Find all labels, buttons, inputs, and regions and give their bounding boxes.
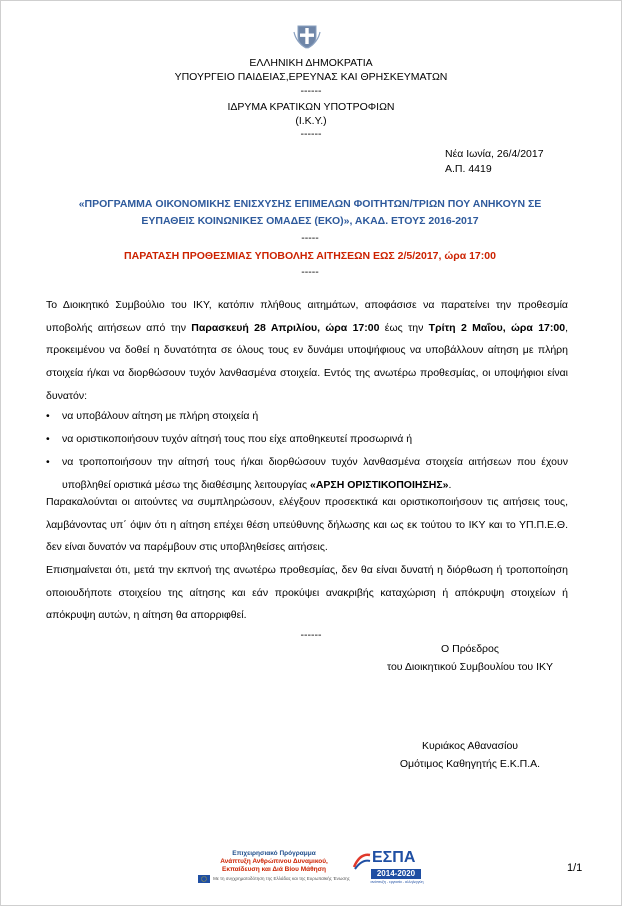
paragraph-warning: Επισημαίνεται ότι, μετά την εκπνοή της ανωτέρω προθεσμίας, δεν θα είναι δυνατή η διόρθωση ή τροποποίηση οποιουδήποτε στοιχείου της αίτησης και εάν προκύψει ανακριβής καταχώριση ή απόκρυψη στοιχείων ή απόκρυψη αυτών, η αίτηση θα απορριφθεί.	[46, 564, 568, 622]
header-separator-2: ------	[300, 128, 322, 140]
extension-heading: ΠΑΡΑΤΑΣΗ ΠΡΟΘΕΣΜΙΑΣ ΥΠΟΒΟΛΗΣ ΑΙΤΗΣΕΩΝ ΕΩΣ 2/5/2017, ώρα 17:00	[124, 250, 496, 262]
signature-role	[370, 640, 570, 676]
foundation-heading: ΙΔΡΥΜΑ ΚΡΑΤΙΚΩΝ ΥΠΟΤΡΟΦΙΩΝ	[227, 101, 395, 113]
paragraph-extension	[46, 294, 568, 408]
p1-text-c: έως την	[379, 321, 429, 334]
logo-line-2: Ανάπτυξη Ανθρώπινου Δυναμικού,	[220, 858, 328, 865]
bullet3-function: «ΑΡΣΗ ΟΡΙΣΤΙΚΟΠΟΙΗΣΗΣ»	[309, 478, 449, 491]
bullet-icon: •	[46, 456, 50, 468]
date-block	[445, 147, 544, 177]
espa-logo-icon	[352, 849, 424, 891]
espa-years: 2014-2020	[371, 869, 421, 879]
p1-text-e: , προκειμένου να δοθεί η δυνατότητα σε όλους τους εν δυνάμει υποψήφιους να υποβάλλουν αίτηση με πλήρη στοιχεία ή/και να διορθώσουν τυχόν λανθασμένα στοιχεία. Εντός της ανωτέρω προθεσμίας, οι υποψήφιοι είναι δυνατόν:	[46, 321, 568, 402]
paragraph-responsibility: Παρακαλούνται οι αιτούντες να συμπληρώσουν, ελέγξουν προσεκτικά και οριστικοποιήσουν τις αιτήσεις τους, λαμβάνοντας υπ΄ όψιν ότι η αίτηση επέχει θέση υπεύθυνης δήλωσης και ως εκ τούτου το ΙΚΥ και το ΥΠ.Π.Ε.Θ. δεν είναι δυνατόν να παρέμβουν στις υποβληθείσες αιτήσεις.	[46, 496, 568, 554]
signature-role-1: Ο Πρόεδρος	[441, 643, 499, 655]
place-date: Νέα Ιωνία, 26/4/2017	[445, 148, 544, 160]
p1-end-date: Τρίτη 2 Μαΐου, ώρα 17:00	[428, 321, 566, 334]
operational-programme-logo	[198, 850, 350, 883]
program-title-line2: ΕΥΠΑΘΕΙΣ ΚΟΙΝΩΝΙΚΕΣ ΟΜΑΔΕΣ (ΕΚΟ)», ΑΚΑΔ. ΕΤΟΥΣ 2016-2017	[141, 215, 479, 227]
espa-title: ΕΣΠΑ	[372, 849, 416, 866]
bullet-icon: •	[46, 433, 50, 445]
title-separator: -----	[301, 232, 319, 244]
signatory-name: Κυριάκος Αθανασίου	[421, 740, 519, 752]
signature-role-2: του Διοικητικού Συμβουλίου του ΙΚΥ	[386, 661, 554, 673]
bullet-text: να οριστικοποιήσουν τυχόν αίτησή τους που είχε αποθηκευτεί προσωρινά ή	[62, 433, 413, 445]
p1-start-date: Παρασκευή 28 Απριλίου, ώρα 17:00	[191, 321, 380, 334]
logo-line-3: Εκπαίδευση και Διά Βίου Μάθηση	[221, 866, 327, 873]
logo-line-1: Επιχειρησιακό Πρόγραμμα	[232, 850, 316, 857]
page-number: 1/1	[567, 862, 583, 874]
protocol-number: Α.Π. 4419	[445, 163, 492, 175]
end-separator: ------	[300, 629, 322, 641]
foundation-abbr: (Ι.Κ.Υ.)	[295, 115, 327, 127]
bullet-icon: •	[46, 410, 50, 422]
espa-motto: ανάπτυξη - εργασία - αλληλεγγύη	[370, 880, 424, 884]
greek-coat-of-arms-icon	[292, 20, 322, 50]
title-separator-2: -----	[301, 266, 319, 278]
signatory-title: Ομότιμος Καθηγητής Ε.Κ.Π.Α.	[399, 758, 541, 770]
cofunding-text: Με τη συγχρηματοδότηση της Ελλάδας και της Ευρωπαϊκής Ένωσης	[213, 876, 350, 881]
signature-person	[370, 737, 570, 773]
header-separator: ------	[300, 85, 322, 97]
p1-text-a: Το Διοικητικό Συμβούλιο του ΙΚΥ, κατόπιν πλήθους αιτημάτων, αποφάσισε να παρατείνει την προθεσμία υποβολής αιτήσεων από την	[46, 299, 568, 334]
republic-heading: ΕΛΛΗΝΙΚΗ ΔΗΜΟΚΡΑΤΙΑ	[249, 57, 373, 69]
bullet-text	[62, 451, 568, 496]
espa-swoosh-icon	[352, 851, 372, 871]
bullet-text: να υποβάλουν αίτηση με πλήρη στοιχεία ή	[62, 410, 259, 422]
bullet3-text-c: .	[448, 478, 452, 491]
program-title-line1: «ΠΡΟΓΡΑΜΜΑ ΟΙΚΟΝΟΜΙΚΗΣ ΕΝΙΣΧΥΣΗΣ ΕΠΙΜΕΛΩΝ ΦΟΙΤΗΤΩΝ/ΤΡΙΩΝ ΠΟΥ ΑΝΗΚΟΥΝ ΣΕ	[78, 198, 542, 210]
ministry-heading: ΥΠΟΥΡΓΕΙΟ ΠΑΙΔΕΙΑΣ,ΕΡΕΥΝΑΣ ΚΑΙ ΘΡΗΣΚΕΥΜΑΤΩΝ	[174, 71, 448, 83]
bullet3-text-a: να τροποποιήσουν την αίτησή τους ή/και διορθώσουν τυχόν λανθασμένα στοιχεία αιτήσεων που έχουν υποβληθεί οριστικά μέσω της διαθέσιμης λειτουργίας	[62, 456, 568, 491]
eu-flag-icon	[198, 875, 210, 883]
